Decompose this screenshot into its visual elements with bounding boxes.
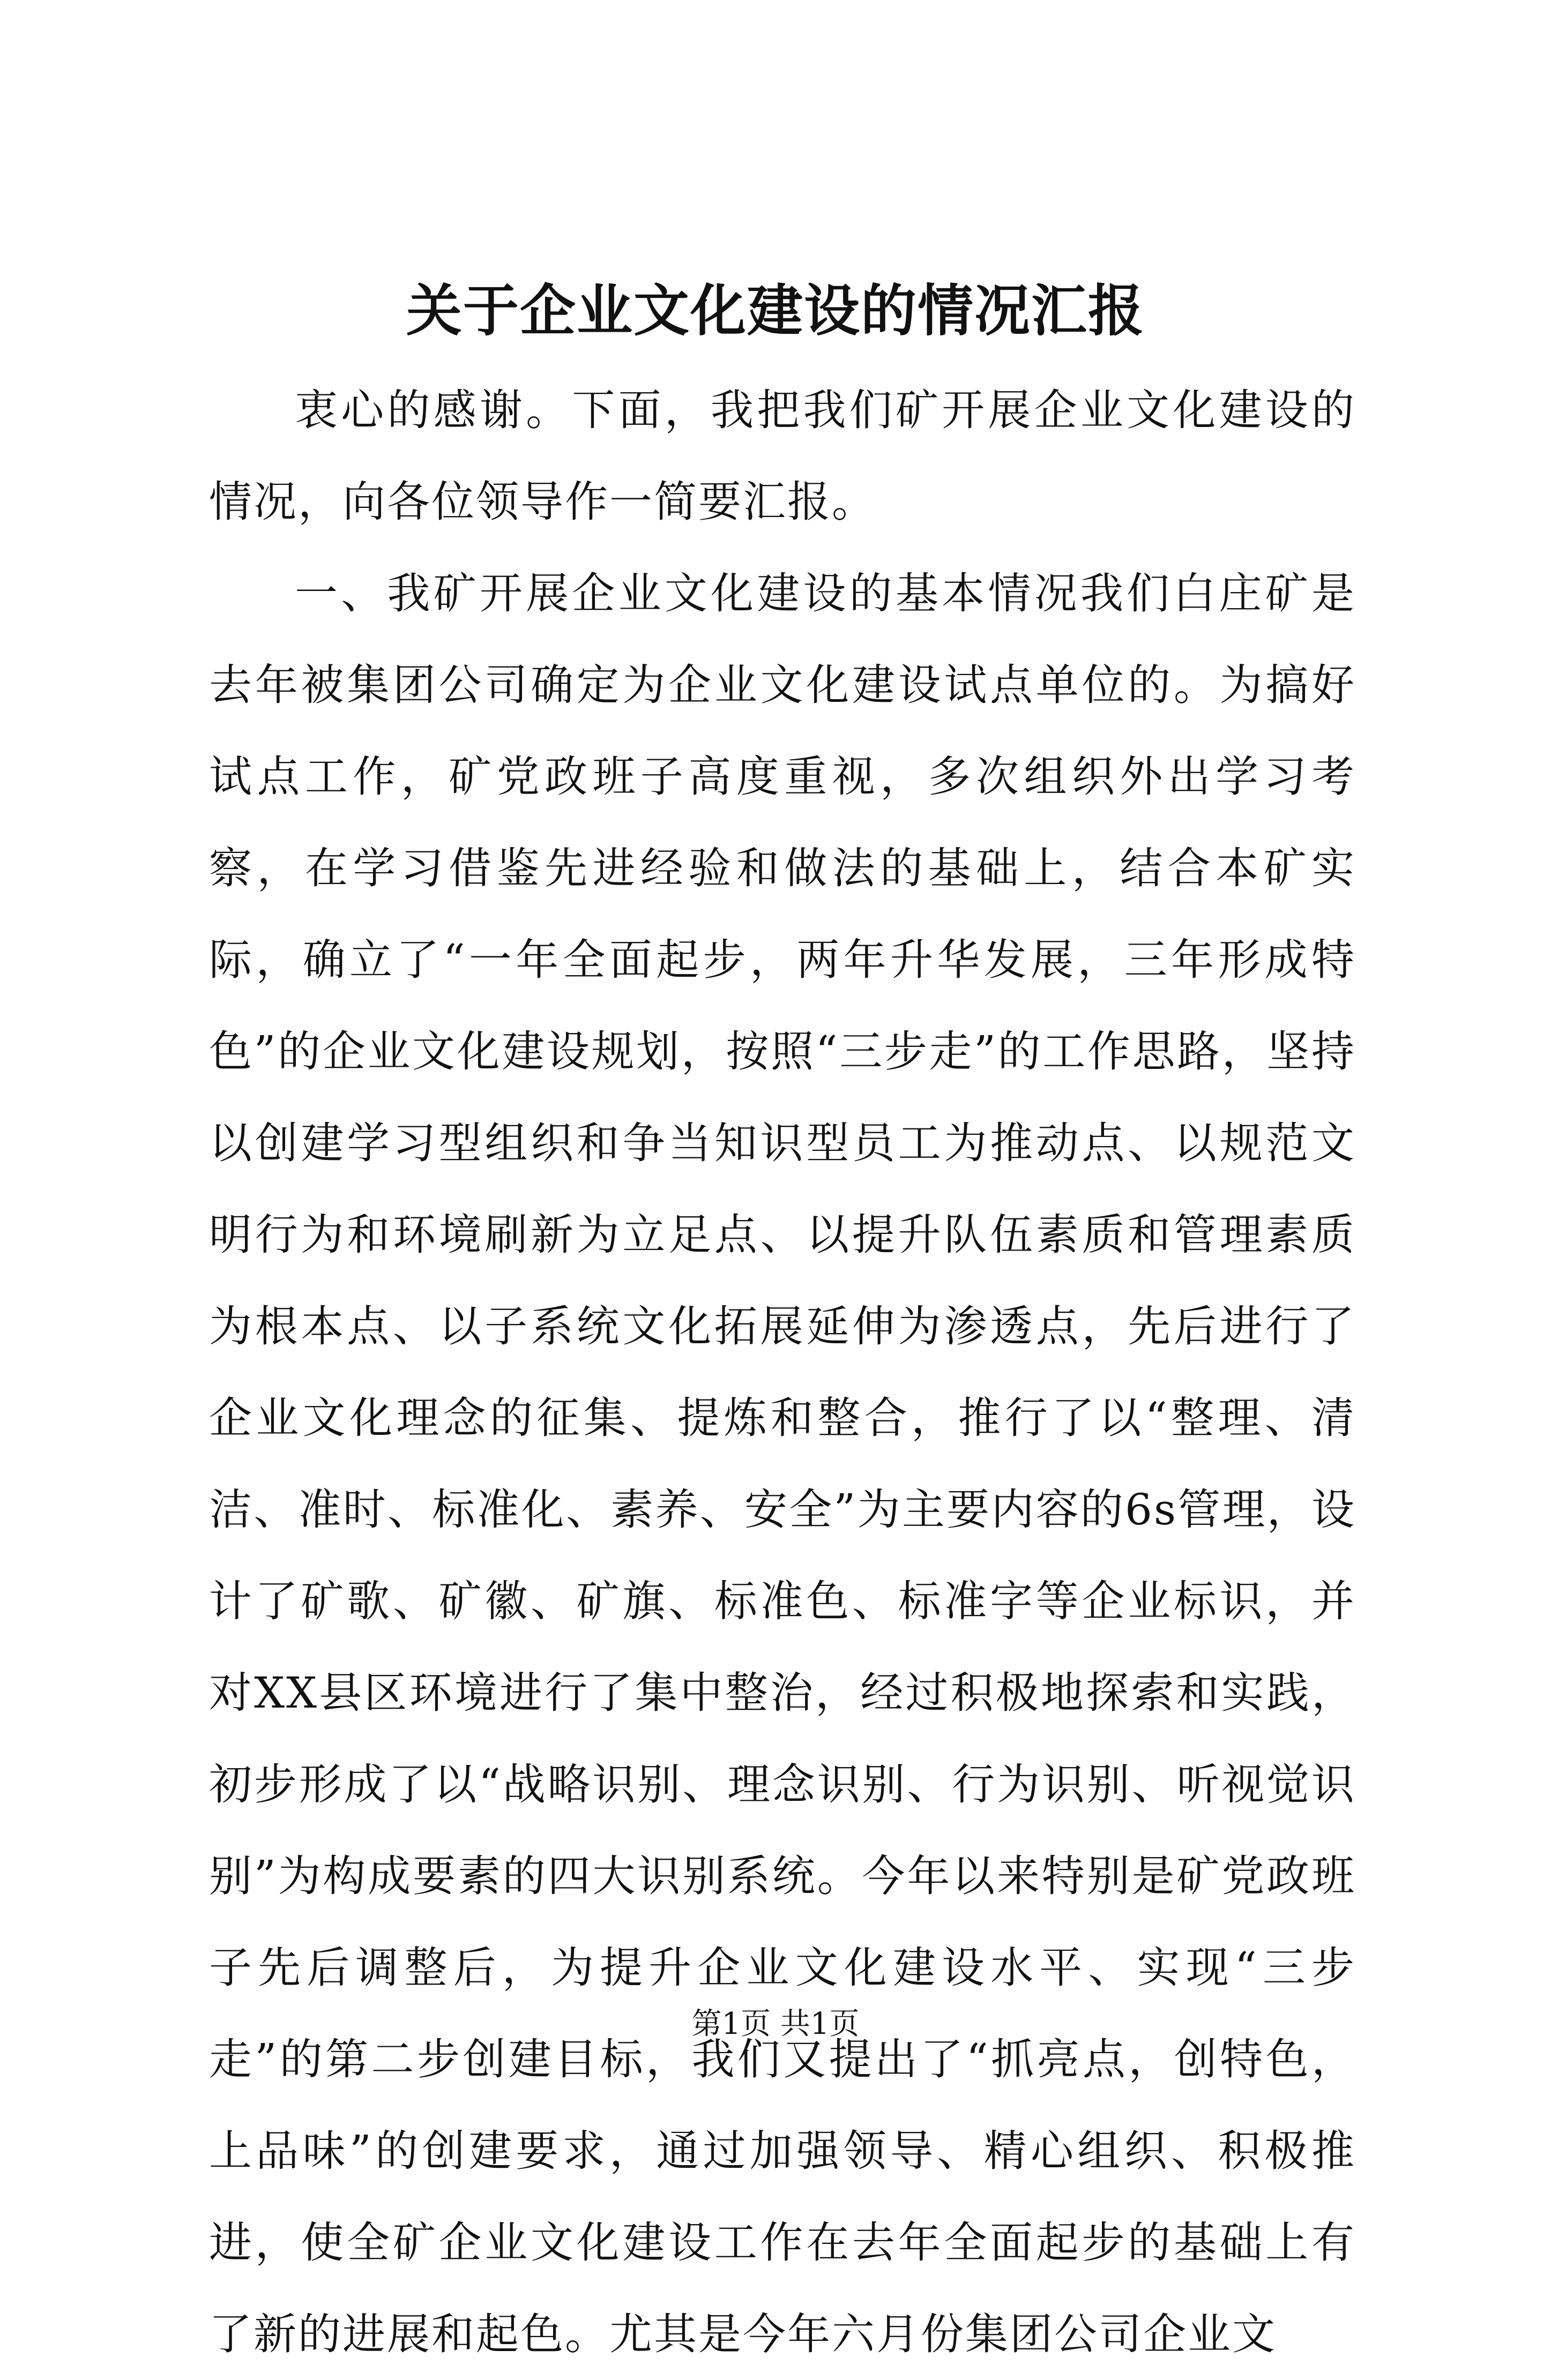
document-body (209, 364, 1356, 2380)
paragraph-intro: 衷心的感谢。下面，我把我们矿开展企业文化建设的情况，向各位领导作一简要汇报。 (209, 385, 1356, 527)
paragraph-basic-situation: 一、我矿开展企业文化建设的基本情况我们白庄矿是去年被集团公司确定为企业文化建设试点单位的。为搞好试点工作，矿党政班子高度重视，多次组织外出学习考察，在学习借鉴先进经验和做法的基础上，结合本矿实际，确立了“一年全面起步，两年升华发展，三年形成特色”的企业文化建设规划，按照“三步走”的工作思路，坚持以创建学习型组织和争当知识型员工为推动点、以规范文明行为和环境刷新为立足点、以提升队伍素质和管理素质为根本点、以子系统文化拓展延伸为渗透点，先后进行了企业文化理念的征集、提炼和整合，推行了以“整理、清洁、准时、标准化、素养、安全”为主要内容的6s管理，设计了矿歌、矿徽、矿旗、标准色、标准字等企业标识，并对XX县区环境进行了集中整治，经过积极地探索和实践，初步形成了以“战略识别、理念识别、行为识别、听视觉识别”为构成要素的四大识别系统。今年以来特别是矿党政班子先后调整后，为提升企业文化建设水平、实现“三步走”的第二步创建目标，我们又提出了“抓亮点，创特色，上品味”的创建要求，通过加强领导、精心组织、积极推进，使全矿企业文化建设工作在去年全面起步的基础上有了新的进展和起色。尤其是今年六月份集团公司企业文 (209, 568, 1356, 2359)
page-number-footer: 第1页 共1页 (691, 2007, 860, 2041)
document-title: 关于企业文化建设的情况汇报 (406, 278, 1145, 343)
